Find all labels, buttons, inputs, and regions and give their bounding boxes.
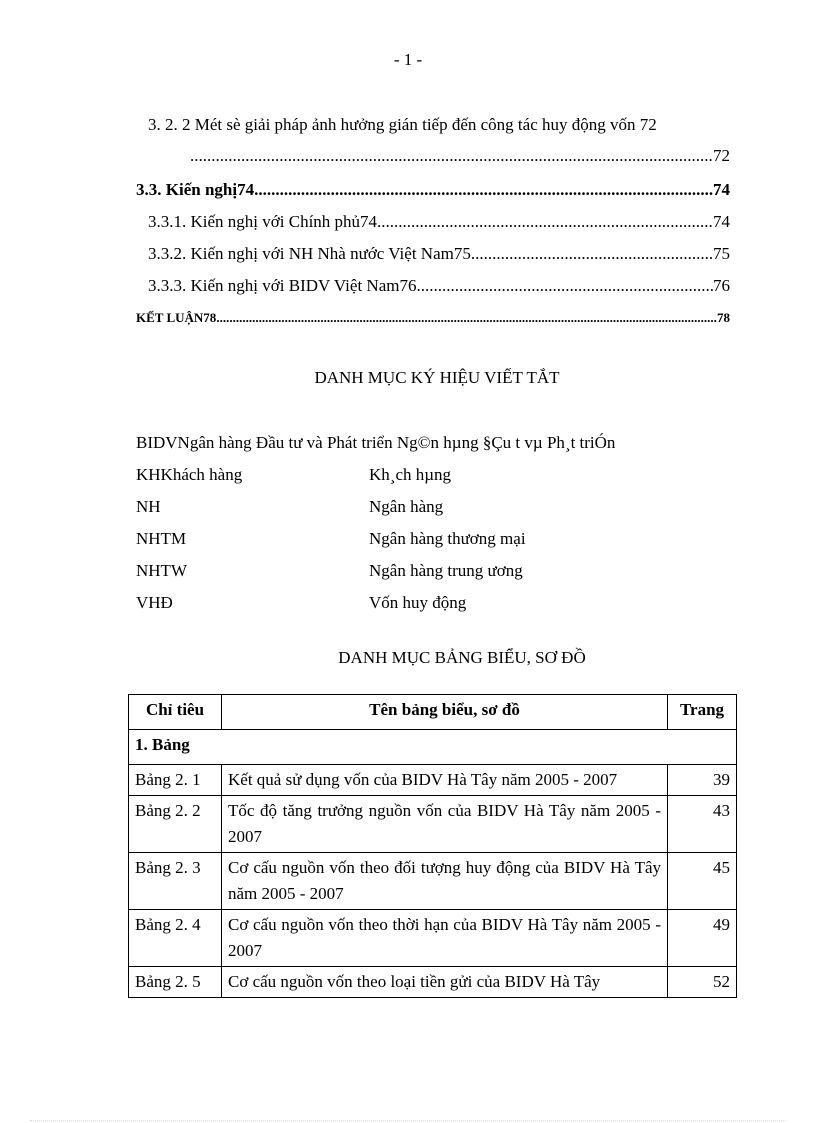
abbreviation-row [136,529,736,553]
toc-entry-3-3[interactable] [136,180,730,200]
row-page: 49 [668,910,737,967]
header-chi-tieu: Chỉ tiêu [129,695,222,730]
toc-leader-dots [416,276,713,296]
abbreviation-key: NHTW [136,561,187,580]
abbreviations-heading: DANH MỤC KÝ HIỆU VIẾT TẮT [314,368,560,387]
row-id: Bảng 2. 2 [129,796,222,853]
row-id: Bảng 2. 1 [129,765,222,796]
row-page: 52 [668,967,737,998]
toc-entry-3-2-2-continued[interactable] [190,146,730,166]
row-title: Kết quả sử dụng vốn của BIDV Hà Tây năm 2005 - 2007 [222,765,668,796]
row-page: 39 [668,765,737,796]
toc-entry-text: KẾT LUẬN78 [136,310,217,325]
toc-entry-3-3-2[interactable] [148,244,730,264]
row-title: Cơ cấu nguồn vốn theo đối tượng huy động của BIDV Hà Tây năm 2005 - 2007 [222,853,668,910]
page-number: - 1 - [393,50,423,69]
toc-entry-3-2-2[interactable] [148,115,657,135]
toc-leader-dots [216,310,717,326]
toc-entry-3-3-3[interactable] [148,276,730,296]
row-id: Bảng 2. 5 [129,967,222,998]
abbreviation-value: Kh¸ch hµng [369,465,452,484]
toc-entry-text: 3.3. Kiến nghị74 [136,180,255,199]
toc-entry-text: 3.3.3. Kiến nghị với BIDV Việt Nam76 [148,276,417,295]
abbreviation-key: NHTM [136,529,187,548]
abbreviation-key: NH [136,497,161,516]
abbreviation-key: VHĐ [136,593,173,612]
toc-leader-dots [254,180,713,200]
abbreviation-key: KHKhách hàng [136,465,243,484]
toc-leader-dots [471,244,713,264]
abbreviation-value: Vốn huy động [369,593,467,612]
row-page: 45 [668,853,737,910]
toc-leader-dots [190,146,713,166]
abbreviation-row [136,433,736,457]
abbreviation-row [136,593,736,617]
section-label: 1. Bảng [129,730,737,765]
toc-page-number: 74 [713,212,730,231]
abbreviation-row [136,465,736,489]
abbreviation-row [136,561,736,585]
table-section-row [129,730,737,765]
toc-entry-ket-luan[interactable] [136,310,730,326]
row-id: Bảng 2. 4 [129,910,222,967]
abbreviation-value: Ngân hàng [369,497,444,516]
toc-entry-text: 3.3.2. Kiến nghị với NH Nhà nước Việt Nam75 [148,244,471,263]
row-id: Bảng 2. 3 [129,853,222,910]
row-title: Cơ cấu nguồn vốn theo loại tiền gửi của BIDV Hà Tây [222,967,668,998]
row-title: Cơ cấu nguồn vốn theo thời hạn của BIDV Hà Tây năm 2005 - 2007 [222,910,668,967]
toc-entry-3-3-1[interactable] [148,212,730,232]
page-bottom-divider [30,1120,786,1121]
toc-page-number: 76 [713,276,730,295]
table-row[interactable] [129,967,737,998]
table-row[interactable] [129,765,737,796]
toc-page-number: 74 [713,180,730,199]
toc-leader-dots [377,212,713,232]
tables-list [128,694,737,998]
tables-heading: DANH MỤC BẢNG BIỂU, SƠ ĐỒ [338,648,586,667]
abbreviation-key: BIDVNgân hàng Đầu tư và Phát triển Ng©n hµng §Çu t vµ Ph¸t triÓn [136,433,616,452]
toc-page-number: 78 [717,310,730,325]
row-page: 43 [668,796,737,853]
table-row[interactable] [129,853,737,910]
table-row[interactable] [129,910,737,967]
table-row[interactable] [129,796,737,853]
toc-entry-text: 3. 2. 2 Mét sè giải pháp ảnh hưởng gián tiếp đến công tác huy động vốn 72 [148,115,657,134]
toc-page-number: 72 [713,146,730,165]
abbreviation-row [136,497,736,521]
table-header-row [129,695,737,730]
header-ten-bang: Tên bảng biểu, sơ đồ [222,695,668,730]
abbreviation-value: Ngân hàng thương mại [369,529,526,548]
header-trang: Trang [668,695,737,730]
toc-entry-text: 3.3.1. Kiến nghị với Chính phủ74 [148,212,378,231]
row-title: Tốc độ tăng trưởng nguồn vốn của BIDV Hà Tây năm 2005 - 2007 [222,796,668,853]
abbreviation-value: Ngân hàng trung ương [369,561,523,580]
toc-page-number: 75 [713,244,730,263]
